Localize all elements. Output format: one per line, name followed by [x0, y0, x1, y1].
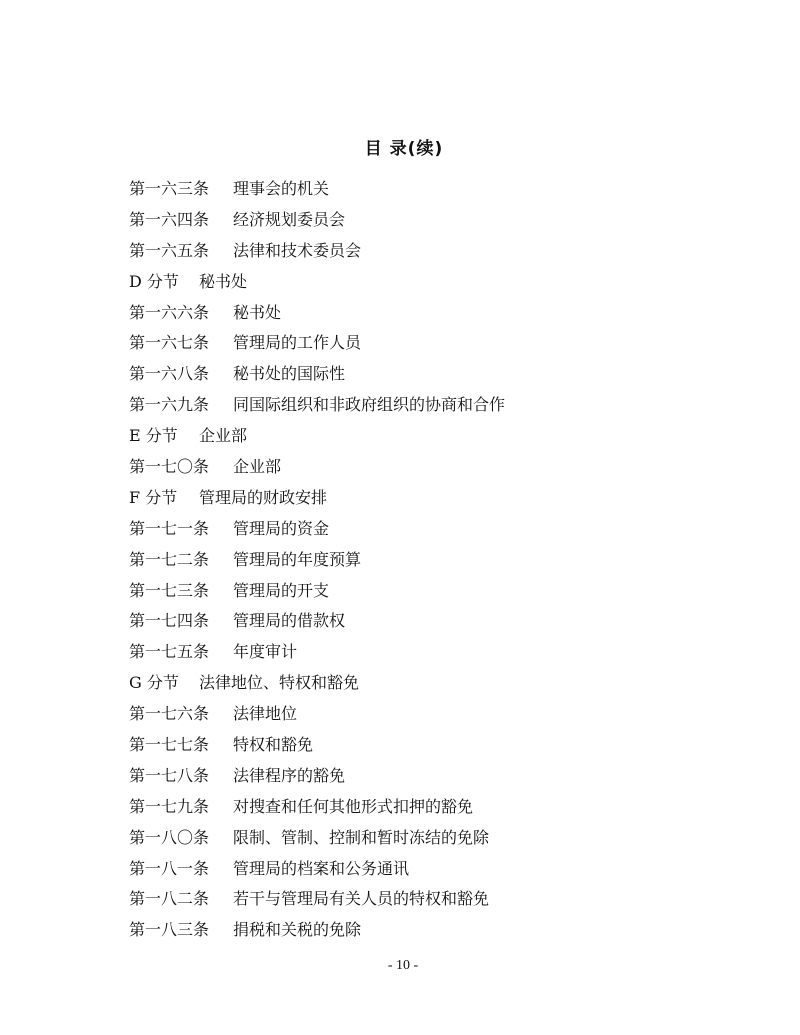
article-title: 管理局的资金: [233, 518, 330, 538]
toc-section-row: [129, 483, 689, 514]
toc-article-row: [129, 452, 689, 483]
article-title: 若干与管理局有关人员的特权和豁免: [233, 889, 490, 909]
toc-article-row: [129, 174, 689, 205]
article-title: 秘书处: [233, 302, 282, 322]
toc-article-row: [129, 298, 689, 329]
article-number: 第一七九条: [129, 796, 210, 816]
section-label: G 分节: [129, 673, 179, 693]
toc-article-row: [129, 359, 689, 390]
article-title: 理事会的机关: [233, 179, 330, 198]
toc-section-row: [129, 267, 689, 298]
toc-article-row: [129, 205, 689, 236]
article-number: 第一八〇条: [129, 827, 210, 847]
article-title: 管理局的开支: [233, 580, 330, 600]
toc-article-row: [129, 545, 689, 576]
article-title: 管理局的工作人员: [233, 333, 362, 353]
article-title: 管理局的年度预算: [233, 549, 362, 569]
article-number: 第一六九条: [129, 395, 210, 415]
toc-heading: 目 录(续): [364, 139, 444, 159]
article-number: 第一七〇条: [129, 457, 210, 477]
toc-article-row: [129, 606, 689, 637]
article-title: 特权和豁免: [233, 735, 314, 755]
section-title: 秘书处: [199, 271, 248, 291]
toc-article-row: [129, 699, 689, 730]
toc-article-row: [129, 390, 689, 421]
toc-section-row: [129, 668, 689, 699]
toc-article-row: [129, 576, 689, 607]
article-title: 经济规划委员会: [233, 209, 346, 229]
section-title: 企业部: [199, 426, 248, 446]
article-number: 第一六四条: [129, 209, 210, 229]
article-title: 秘书处的国际性: [233, 364, 346, 384]
article-number: 第一七二条: [129, 549, 210, 569]
toc-article-row: [129, 328, 689, 359]
article-number: 第一七五条: [129, 642, 210, 662]
article-title: 企业部: [233, 457, 282, 477]
section-title: 法律地位、特权和豁免: [199, 673, 360, 693]
toc-list: [129, 174, 689, 946]
article-title: 捐税和关税的免除: [233, 920, 362, 940]
article-title: 年度审计: [233, 642, 298, 662]
article-title: 对搜查和任何其他形式扣押的豁免: [233, 796, 474, 816]
toc-article-row: [129, 236, 689, 267]
article-title: 法律地位: [233, 704, 298, 724]
article-title: 管理局的档案和公务通讯: [233, 858, 410, 878]
toc-article-row: [129, 637, 689, 668]
toc-section-row: [129, 421, 689, 452]
article-number: 第一六七条: [129, 333, 210, 353]
toc-article-row: [129, 730, 689, 761]
article-number: 第一六三条: [129, 179, 210, 198]
article-number: 第一八一条: [129, 858, 210, 878]
article-number: 第一八二条: [129, 889, 210, 909]
toc-article-row: [129, 761, 689, 792]
article-number: 第一七一条: [129, 518, 210, 538]
toc-article-row: [129, 854, 689, 885]
toc-article-row: [129, 915, 689, 946]
article-title: 管理局的借款权: [233, 611, 346, 631]
section-label: E 分节: [129, 426, 178, 446]
article-title: 法律和技术委员会: [233, 240, 362, 260]
article-title: 限制、管制、控制和暂时冻结的免除: [233, 827, 490, 847]
article-number: 第一七八条: [129, 765, 210, 785]
page-number: - 10 -: [387, 958, 419, 973]
article-number: 第一七七条: [129, 735, 210, 755]
article-number: 第一六八条: [129, 364, 210, 384]
section-label: F 分节: [129, 487, 178, 507]
toc-article-row: [129, 792, 689, 823]
article-number: 第一七六条: [129, 704, 210, 724]
section-title: 管理局的财政安排: [199, 487, 328, 507]
article-title: 法律程序的豁免: [233, 765, 346, 785]
article-number: 第一七四条: [129, 611, 210, 631]
article-number: 第一七三条: [129, 580, 210, 600]
toc-article-row: [129, 823, 689, 854]
toc-article-row: [129, 514, 689, 545]
section-label: D 分节: [129, 271, 179, 291]
article-title: 同国际组织和非政府组织的协商和合作: [233, 395, 506, 415]
article-number: 第一六五条: [129, 240, 210, 260]
toc-article-row: [129, 884, 689, 915]
article-number: 第一六六条: [129, 302, 210, 322]
article-number: 第一八三条: [129, 920, 210, 940]
